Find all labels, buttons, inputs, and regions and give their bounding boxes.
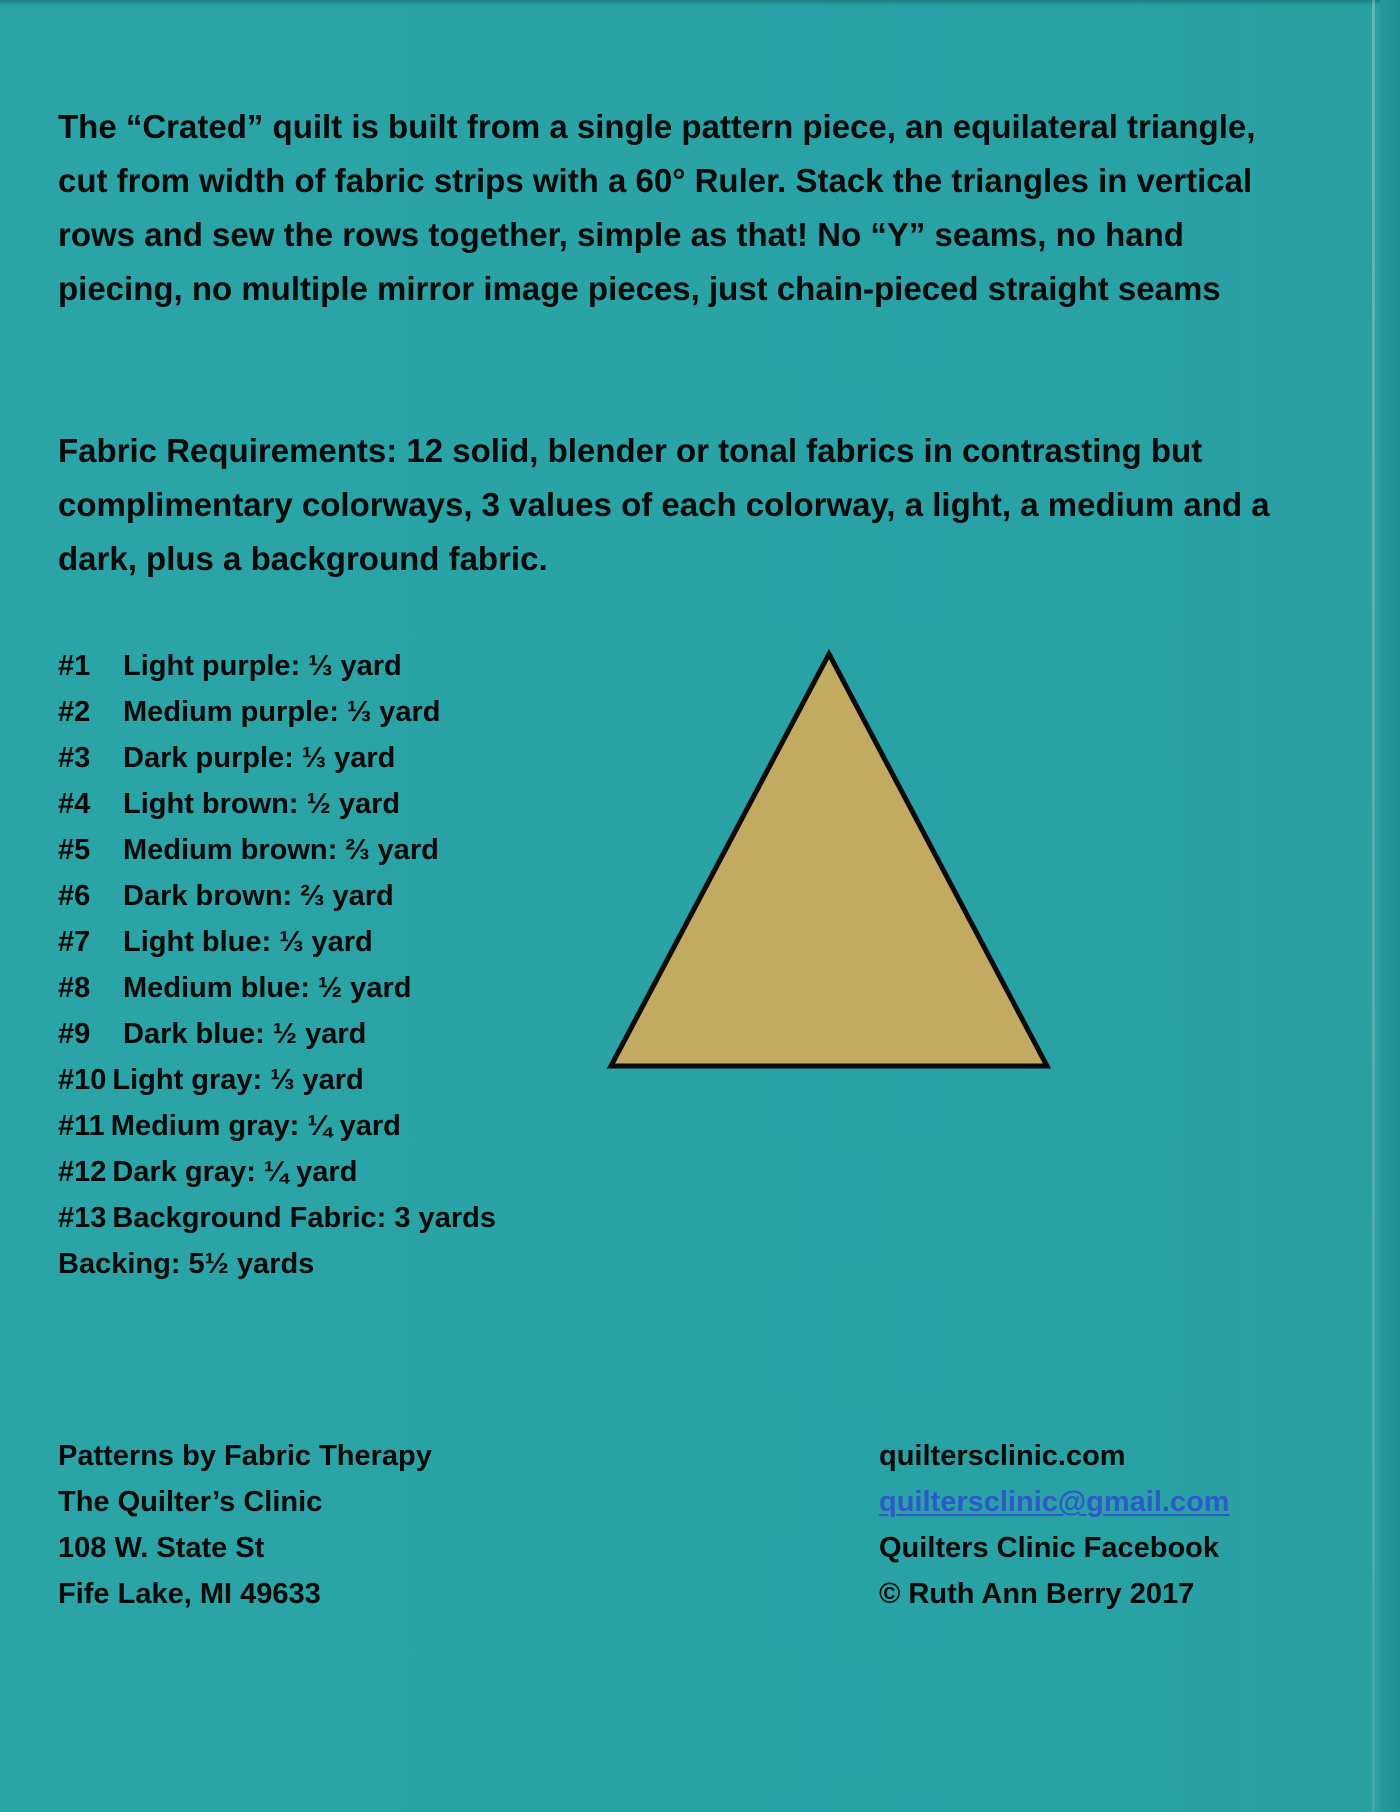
backing-label: Backing: 5½ yards bbox=[58, 1248, 315, 1280]
shop-name: The Quilter’s Clinic bbox=[58, 1486, 323, 1518]
page-fold-line bbox=[1372, 0, 1375, 1812]
backing-item bbox=[58, 1241, 496, 1287]
fabric-item-10 bbox=[58, 1057, 496, 1103]
street-address: 108 W. State St bbox=[58, 1532, 265, 1564]
fabric-label: Dark purple: ⅓ yard bbox=[123, 742, 396, 774]
fabric-label: Light blue: ⅓ yard bbox=[123, 926, 373, 958]
fabric-item-13 bbox=[58, 1195, 496, 1241]
fabric-number: #8 bbox=[58, 972, 91, 1004]
fabric-item-4 bbox=[58, 781, 496, 827]
page-spine-edge bbox=[1380, 0, 1400, 1812]
fabric-number: #11 bbox=[58, 1110, 105, 1142]
fabric-label: Light purple: ⅓ yard bbox=[123, 650, 402, 682]
fabric-number: #7 bbox=[58, 926, 91, 958]
fabric-label: Medium purple: ⅓ yard bbox=[123, 696, 441, 728]
fabric-number: #2 bbox=[58, 696, 91, 728]
fabric-item-8 bbox=[58, 965, 496, 1011]
fabric-label: Light brown: ½ yard bbox=[123, 788, 401, 820]
fabric-number: #10 bbox=[58, 1064, 107, 1096]
fabric-number: #9 bbox=[58, 1018, 91, 1050]
fabric-number: #4 bbox=[58, 788, 91, 820]
fabric-item-3 bbox=[58, 735, 496, 781]
triangle-pattern-piece bbox=[605, 648, 1055, 1072]
contact-info-block bbox=[879, 1433, 1230, 1617]
page-top-edge bbox=[0, 0, 1400, 6]
fabric-number: #1 bbox=[58, 650, 91, 682]
fabric-requirements-paragraph: Fabric Requirements: 12 solid, blender or tonal fabrics in contrasting but complimentary colorways, 3 values of each colorway, a light, a medium and a dark, plus a background fabric. bbox=[58, 432, 1270, 577]
fabric-number: #13 bbox=[58, 1202, 107, 1234]
email-line bbox=[879, 1479, 1230, 1525]
fabric-number: #5 bbox=[58, 834, 91, 866]
fabric-item-12 bbox=[58, 1149, 496, 1195]
fabric-label: Dark brown: ⅔ yard bbox=[123, 880, 394, 912]
fabric-label: Medium blue: ½ yard bbox=[123, 972, 412, 1004]
fabric-list bbox=[58, 643, 496, 1287]
fabric-item-1 bbox=[58, 643, 496, 689]
website-text: quiltersclinic.com bbox=[879, 1440, 1126, 1472]
fabric-label: Light gray: ⅓ yard bbox=[112, 1064, 364, 1096]
fabric-item-2 bbox=[58, 689, 496, 735]
fabric-label: Medium brown: ⅔ yard bbox=[123, 834, 439, 866]
fabric-label: Medium gray: ¼ yard bbox=[110, 1110, 401, 1142]
equilateral-triangle-icon bbox=[605, 648, 1055, 1072]
fabric-label: Dark gray: ¼ yard bbox=[112, 1156, 358, 1188]
email-link[interactable]: quiltersclinic@gmail.com bbox=[879, 1486, 1230, 1518]
fabric-label: Background Fabric: 3 yards bbox=[112, 1202, 496, 1234]
fabric-item-5 bbox=[58, 827, 496, 873]
fabric-item-6 bbox=[58, 873, 496, 919]
triangle-shape bbox=[611, 654, 1047, 1066]
fabric-number: #3 bbox=[58, 742, 91, 774]
facebook-text: Quilters Clinic Facebook bbox=[879, 1532, 1220, 1564]
fabric-item-7 bbox=[58, 919, 496, 965]
fabric-number: #12 bbox=[58, 1156, 107, 1188]
fabric-number: #6 bbox=[58, 880, 91, 912]
city-state-zip: Fife Lake, MI 49633 bbox=[58, 1578, 321, 1610]
fabric-item-9 bbox=[58, 1011, 496, 1057]
intro-paragraph: The “Crated” quilt is built from a single pattern piece, an equilateral triangle, cut from width of fabric strips with a 60° Ruler. Stack the triangles in vertical rows and sew the rows together, simple as that! No “Y” seams, no hand piecing, no multiple mirror image pieces, just chain-pieced straight seams bbox=[58, 108, 1256, 307]
fabric-item-11 bbox=[58, 1103, 496, 1149]
publisher-name: Patterns by Fabric Therapy bbox=[58, 1440, 432, 1472]
copyright-text: © Ruth Ann Berry 2017 bbox=[879, 1578, 1195, 1610]
fabric-label: Dark blue: ½ yard bbox=[123, 1018, 367, 1050]
publisher-address-block bbox=[58, 1433, 432, 1617]
